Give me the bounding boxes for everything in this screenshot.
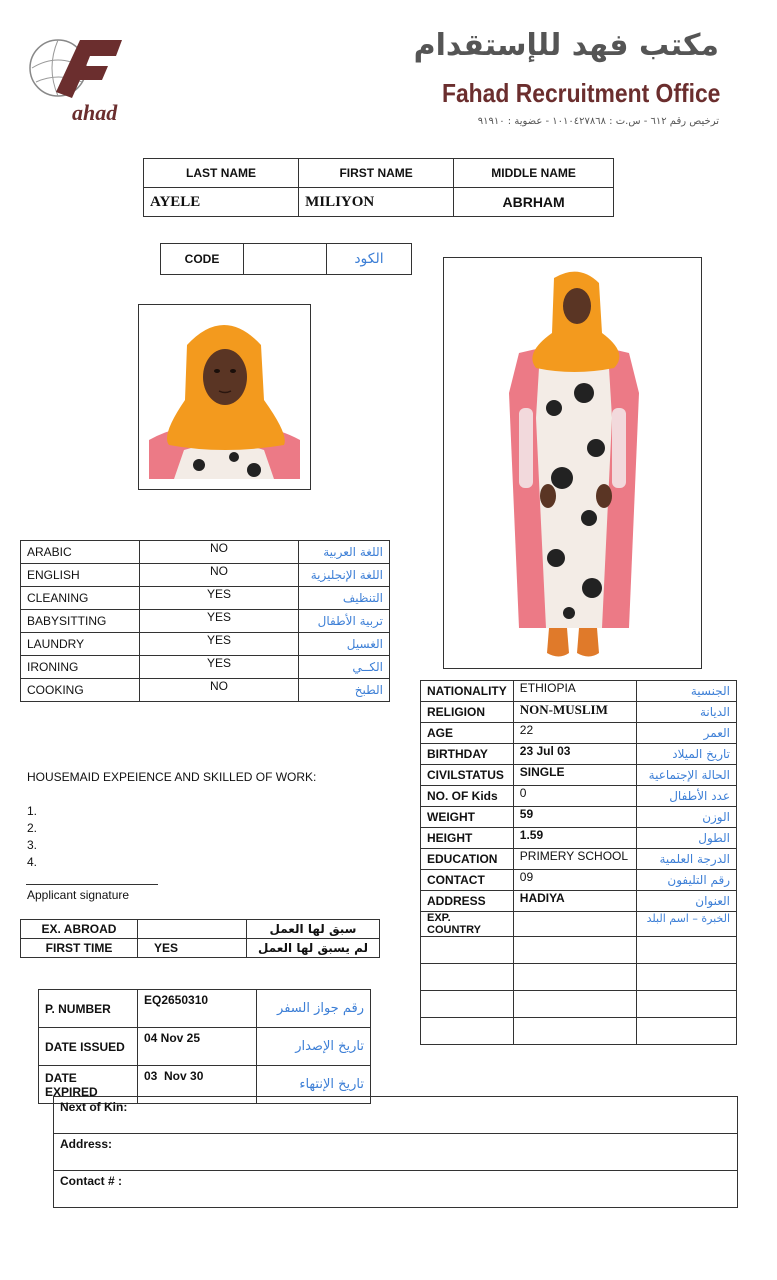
info-value: SINGLE: [513, 765, 636, 786]
info-label: EDUCATION: [421, 849, 514, 870]
info-row: [421, 828, 737, 849]
middle-name-value: ABRHAM: [454, 188, 614, 217]
header-license: ترخيص رقم ٦١٢ - س.ت : ١٠١٠٤٢٧٨٦٨ - عضوية : ٩١٩١٠: [477, 116, 719, 127]
info-label: BIRTHDAY: [421, 744, 514, 765]
info-value: 1.59: [513, 828, 636, 849]
skill-row: [21, 656, 390, 679]
experience-item: 3.: [27, 838, 38, 852]
experience-title: HOUSEMAID EXPEIENCE AND SKILLED OF WORK:: [27, 770, 317, 784]
empty-cell: [513, 1018, 636, 1045]
skill-label-ar: الغسيل: [299, 633, 390, 656]
skill-label: IRONING: [21, 656, 140, 679]
first-name-header: FIRST NAME: [299, 159, 454, 188]
info-label: WEIGHT: [421, 807, 514, 828]
ex-abroad-value: [138, 920, 247, 939]
kin-table: [53, 1096, 738, 1208]
passport-number-label: P. NUMBER: [39, 990, 138, 1028]
date-expired-label-ar: تاريخ الإنتهاء: [257, 1066, 371, 1104]
info-row: [421, 912, 737, 937]
info-value: PRIMERY SCHOOL: [513, 849, 636, 870]
ex-abroad-label-ar: سبق لها العمل: [247, 920, 380, 939]
info-empty-row: [421, 1018, 737, 1045]
info-label: CIVILSTATUS: [421, 765, 514, 786]
info-value: 22: [513, 723, 636, 744]
empty-cell: [421, 1018, 514, 1045]
info-row: [421, 870, 737, 891]
skill-row: [21, 587, 390, 610]
first-time-label: FIRST TIME: [21, 939, 138, 958]
skill-value: NO: [140, 564, 299, 587]
info-value: 59: [513, 807, 636, 828]
info-row: [421, 786, 737, 807]
first-time-value: YES: [138, 939, 247, 958]
skill-label: LAUNDRY: [21, 633, 140, 656]
info-value: 0: [513, 786, 636, 807]
experience-item: 4.: [27, 855, 38, 869]
skill-value: NO: [140, 541, 299, 564]
skill-label-ar: اللغة العربية: [299, 541, 390, 564]
info-label-ar: رقم التليفون: [636, 870, 736, 891]
date-issued-label-ar: تاريخ الإصدار: [257, 1028, 371, 1066]
info-label-ar: العمر: [636, 723, 736, 744]
date-expired-value: 03 Nov 30: [138, 1066, 257, 1104]
empty-cell: [513, 964, 636, 991]
passport-table: [38, 989, 371, 1104]
info-value: ETHIOPIA: [513, 681, 636, 702]
info-table: [420, 680, 737, 1045]
info-empty-row: [421, 991, 737, 1018]
info-row: [421, 744, 737, 765]
info-label-ar: الحالة الإجتماعية: [636, 765, 736, 786]
date-issued-value: 04 Nov 25: [138, 1028, 257, 1066]
info-empty-row: [421, 964, 737, 991]
skill-label: COOKING: [21, 679, 140, 702]
info-row: [421, 765, 737, 786]
middle-name-header: MIDDLE NAME: [454, 159, 614, 188]
info-label: HEIGHT: [421, 828, 514, 849]
last-name-value: AYELE: [144, 188, 299, 217]
info-row: [421, 807, 737, 828]
empty-cell: [636, 964, 736, 991]
info-row: [421, 849, 737, 870]
skill-row: [21, 564, 390, 587]
name-table: [143, 158, 614, 217]
skill-value: NO: [140, 679, 299, 702]
ex-abroad-label: EX. ABROAD: [21, 920, 138, 939]
skill-label: BABYSITTING: [21, 610, 140, 633]
skill-row: [21, 610, 390, 633]
info-value: HADIYA: [513, 891, 636, 912]
info-row: [421, 891, 737, 912]
info-row: [421, 723, 737, 744]
skills-table: [20, 540, 390, 702]
empty-cell: [421, 964, 514, 991]
empty-cell: [513, 991, 636, 1018]
skill-label-ar: الطبخ: [299, 679, 390, 702]
info-row: [421, 702, 737, 723]
kin-address-label: Address:: [54, 1134, 738, 1171]
code-table: [160, 243, 412, 275]
next-of-kin-label: Next of Kin:: [54, 1097, 738, 1134]
info-value: 23 Jul 03: [513, 744, 636, 765]
info-label-ar: العنوان: [636, 891, 736, 912]
skill-label: ENGLISH: [21, 564, 140, 587]
experience-item: 2.: [27, 821, 38, 835]
info-value: 09: [513, 870, 636, 891]
passport-number-label-ar: رقم جواز السفر: [257, 990, 371, 1028]
last-name-header: LAST NAME: [144, 159, 299, 188]
info-label: CONTACT: [421, 870, 514, 891]
info-label: NO. OF Kids: [421, 786, 514, 807]
abroad-table: [20, 919, 380, 958]
skill-label-ar: اللغة الإنجليزية: [299, 564, 390, 587]
code-label: CODE: [161, 244, 244, 275]
info-label-ar: عدد الأطفال: [636, 786, 736, 807]
code-label-ar: الكود: [327, 244, 412, 275]
skill-value: YES: [140, 587, 299, 610]
empty-cell: [636, 937, 736, 964]
info-row: [421, 681, 737, 702]
skill-row: [21, 679, 390, 702]
skill-value: YES: [140, 656, 299, 679]
skill-row: [21, 541, 390, 564]
info-label-ar: الطول: [636, 828, 736, 849]
skill-label: ARABIC: [21, 541, 140, 564]
skill-value: YES: [140, 610, 299, 633]
signature-line: [26, 884, 158, 885]
svg-text:ahad: ahad: [72, 100, 118, 124]
empty-cell: [513, 937, 636, 964]
info-value: NON-MUSLIM: [513, 702, 636, 723]
info-label: ADDRESS: [421, 891, 514, 912]
info-label: AGE: [421, 723, 514, 744]
empty-cell: [636, 991, 736, 1018]
skill-label: CLEANING: [21, 587, 140, 610]
fahad-logo: [26, 32, 136, 124]
info-label: EXP. COUNTRY: [421, 912, 514, 937]
skill-label-ar: تربية الأطفال: [299, 610, 390, 633]
info-label-ar: الخبرة – اسم البلد: [636, 912, 736, 937]
info-label-ar: الديانة: [636, 702, 736, 723]
code-value: [244, 244, 327, 275]
kin-contact-label: Contact # :: [54, 1171, 738, 1208]
skill-value: YES: [140, 633, 299, 656]
full-body-photo: [443, 257, 702, 669]
info-label: NATIONALITY: [421, 681, 514, 702]
info-label-ar: الدرجة العلمية: [636, 849, 736, 870]
header-title-en: Fahad Recruitment Office: [441, 78, 720, 108]
skill-row: [21, 633, 390, 656]
empty-cell: [421, 991, 514, 1018]
passport-number-value: EQ2650310: [138, 990, 257, 1028]
info-label-ar: الوزن: [636, 807, 736, 828]
info-label-ar: تاريخ الميلاد: [636, 744, 736, 765]
info-label: RELIGION: [421, 702, 514, 723]
first-time-label-ar: لم يسبق لها العمل: [247, 939, 380, 958]
skill-label-ar: التنظيف: [299, 587, 390, 610]
info-empty-row: [421, 937, 737, 964]
first-name-value: MILIYON: [299, 188, 454, 217]
empty-cell: [421, 937, 514, 964]
header-title-ar: مكتب فهد للإستقدام: [413, 28, 719, 63]
signature-label: Applicant signature: [27, 888, 130, 902]
experience-item: 1.: [27, 804, 38, 818]
date-issued-label: DATE ISSUED: [39, 1028, 138, 1066]
empty-cell: [636, 1018, 736, 1045]
skill-label-ar: الكــي: [299, 656, 390, 679]
date-expired-label: DATE EXPIRED: [39, 1066, 138, 1104]
info-label-ar: الجنسية: [636, 681, 736, 702]
portrait-photo: [138, 304, 311, 490]
info-value: [513, 912, 636, 937]
